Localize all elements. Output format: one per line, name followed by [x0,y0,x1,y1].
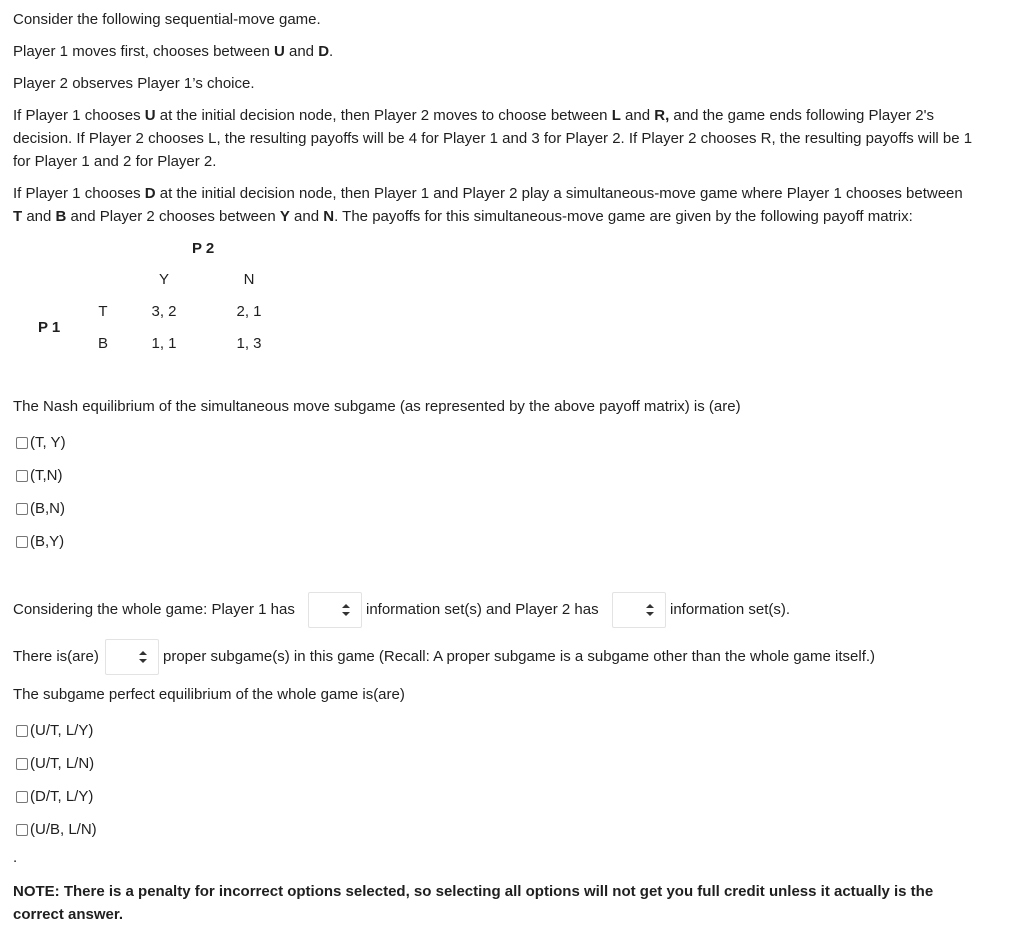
q2-pre-text: Considering the whole game: Player 1 has [13,601,295,618]
q1-option-4[interactable] [16,532,64,552]
col-header-n: N [243,271,255,288]
checkbox[interactable] [16,437,28,449]
q4-option-1-label: (U/T, L/Y) [30,722,94,739]
cell-b-y: 1, 1 [151,335,177,352]
q1-option-3-label: (B,N) [30,500,65,517]
checkbox[interactable] [16,791,28,803]
para-d-D: D [144,185,156,202]
row-header-b: B [97,335,108,352]
para-d-line-1 [13,184,963,204]
q1-option-2-label: (T,N) [30,467,63,484]
para-d-line1-end: at the initial decision node, then Player 1 and Player 2 play a simultaneous-move game where Player 1 chooses between [155,185,963,202]
intro-line-2 [13,42,333,62]
para-d-line-2 [13,207,913,227]
para-u-line-2: decision. If Player 2 chooses L, the resulting payoffs will be 4 for Player 1 and 3 for Player 2. If Player 2 chooses R, the resulting payoffs will be 1 [13,130,973,147]
para-d-and1: and [22,208,56,225]
para-d-B: B [55,208,67,225]
period-text: . [329,43,334,60]
q3-end-text: proper subgame(s) in this game (Recall: A proper subgame is a subgame other than the whole game itself.) [163,648,876,665]
q1-prompt: The Nash equilibrium of the simultaneous move subgame (as represented by the above payoff matrix) is (are) [13,398,741,415]
intro-line-2-text: Player 1 moves first, chooses between [13,43,274,60]
player2-info-sets-select[interactable] [612,592,666,628]
checkbox[interactable] [16,470,28,482]
cell-t-n: 2, 1 [236,303,262,320]
checkbox[interactable] [16,725,28,737]
updown-arrow-icon [341,602,351,618]
q1-option-2[interactable] [16,466,63,486]
para-d-and2: and [289,208,324,225]
q4-prompt: The subgame perfect equilibrium of the whole game is(are) [13,686,405,703]
note-line-2: correct answer. [13,906,124,923]
p1-label: P 1 [38,319,61,336]
note-line-1: NOTE: There is a penalty for incorrect options selected, so selecting all options will not get you full credit unless it actually is the [13,883,934,900]
q4-option-3-label: (D/T, L/Y) [30,788,94,805]
para-u-R: R, [654,107,670,124]
checkbox[interactable] [16,758,28,770]
q3-pre-text: There is(are) [13,648,99,665]
checkbox[interactable] [16,503,28,515]
q4-option-1[interactable] [16,721,93,741]
updown-arrow-icon [645,602,655,618]
q4-option-4-label: (U/B, L/N) [30,821,97,838]
row-header-t: T [98,303,108,320]
para-d-Y: Y [279,208,290,225]
checkbox[interactable] [16,824,28,836]
stray-dot: . [13,849,18,866]
para-d-mid: and Player 2 chooses between [66,208,280,225]
proper-subgames-select[interactable] [105,639,159,675]
option-u-label: U [273,43,285,60]
para-u-line-1 [13,106,934,126]
para-u-and: and [620,107,655,124]
intro-line-1: Consider the following sequential-move game. [13,11,321,28]
q1-option-3[interactable] [16,499,65,519]
para-u-L: L [611,107,621,124]
player1-info-sets-select[interactable] [308,592,362,628]
cell-t-y: 3, 2 [151,303,177,320]
q2-mid-text: information set(s) and Player 2 has [366,601,599,618]
checkbox[interactable] [16,536,28,548]
q4-option-2-label: (U/T, L/N) [30,755,95,772]
option-d-label: D [318,43,330,60]
para-u-U: U [144,107,156,124]
para-d-pre: If Player 1 chooses [13,185,145,202]
para-u-line-3: for Player 1 and 2 for Player 2. [13,153,217,170]
q4-option-4[interactable] [16,820,97,840]
para-u-mid: at the initial decision node, then Player 2 moves to choose between [155,107,612,124]
q4-option-3[interactable] [16,787,93,807]
para-d-N: N [323,208,335,225]
para-d-T: T [13,208,23,225]
q1-option-4-label: (B,Y) [30,533,65,550]
q1-option-1[interactable] [16,433,66,453]
para-d-end: . The payoffs for this simultaneous-move game are given by the following payoff matrix: [334,208,913,225]
q4-option-2[interactable] [16,754,94,774]
col-header-y: Y [158,271,169,288]
and-text: and [284,43,319,60]
intro-line-3: Player 2 observes Player 1’s choice. [13,75,255,92]
q2-end-text: information set(s). [670,601,791,618]
updown-arrow-icon [138,649,148,665]
q1-option-1-label: (T, Y) [30,434,66,451]
para-u-line1-end: and the game ends following Player 2's [669,107,934,124]
cell-b-n: 1, 3 [236,335,262,352]
p2-label: P 2 [192,240,215,257]
para-u-pre: If Player 1 chooses [13,107,145,124]
